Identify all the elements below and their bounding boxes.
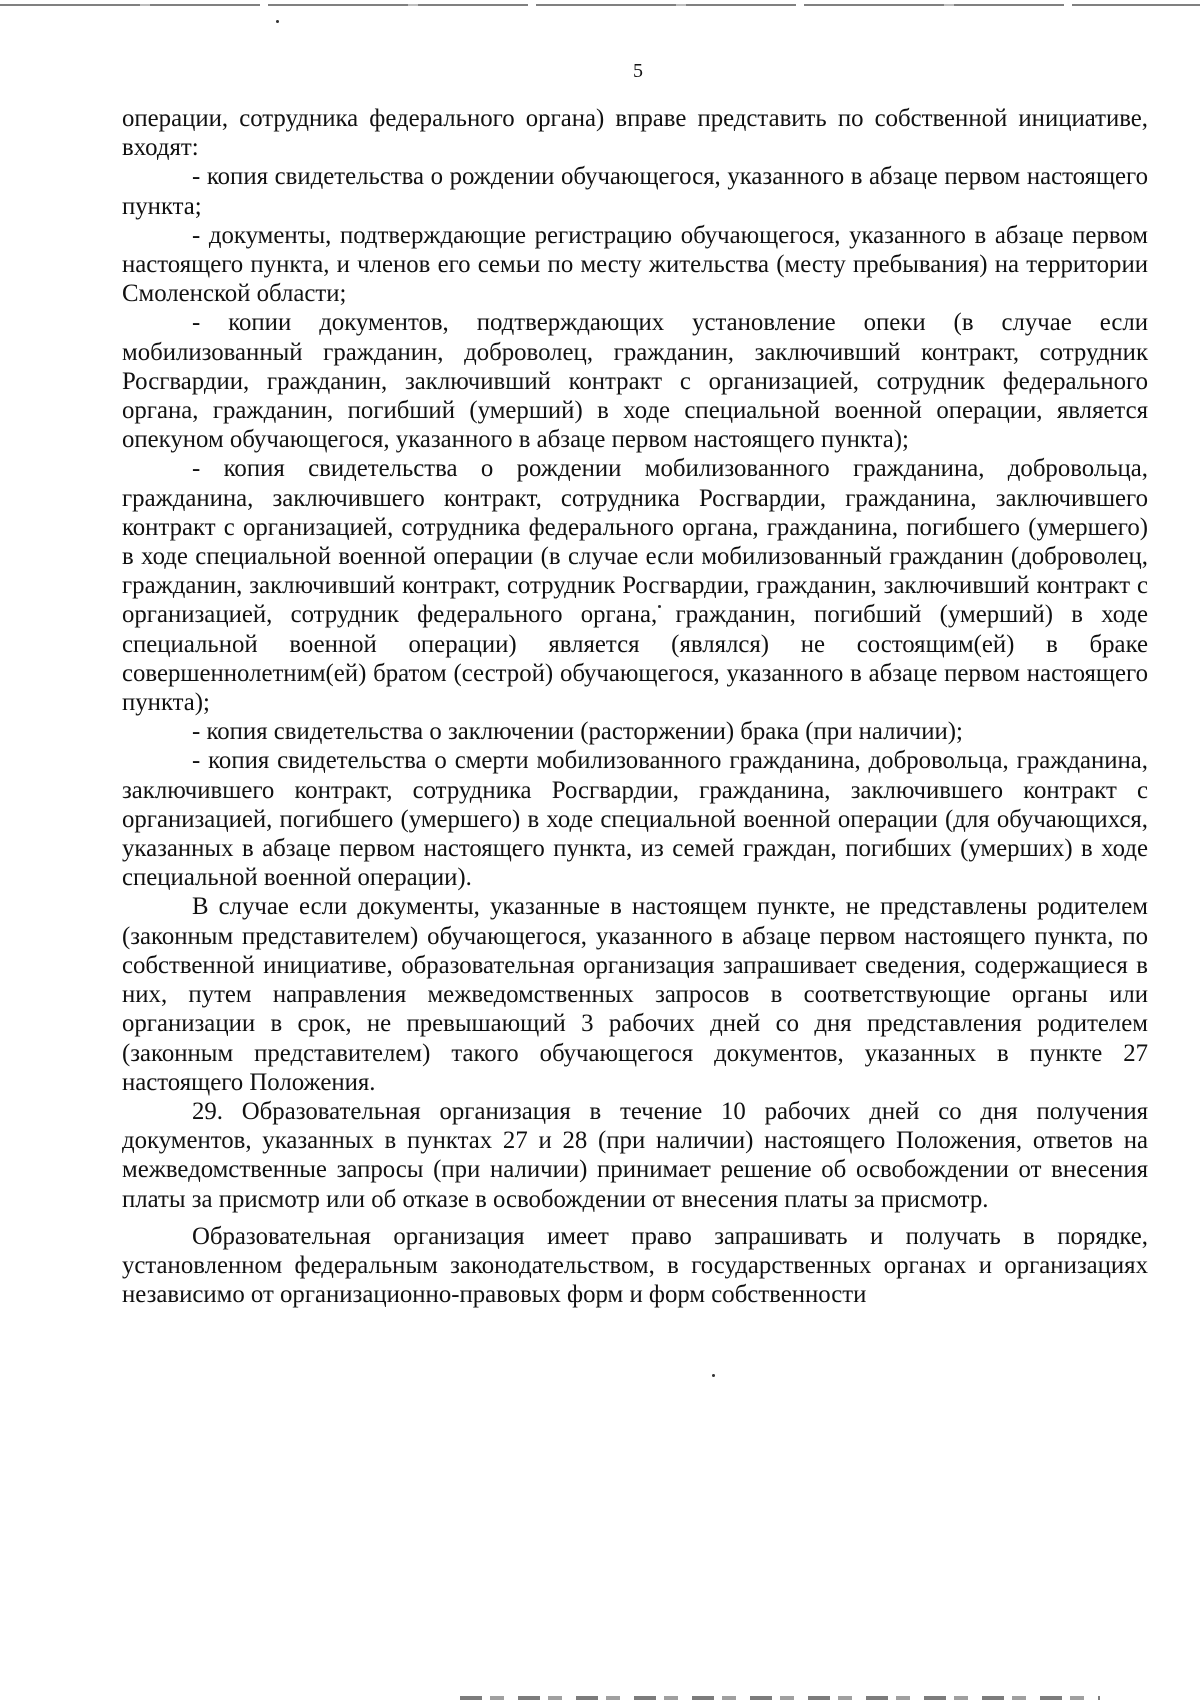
list-item-guardianship-documents: - копии документов, подтверждающих установление опеки (в случае если мобилизованный гражданин, доброволец, гражданин, заключивший контракт, сотрудник Росгвардии, гражданин, заключивший контракт с организацией, сотрудник федерального органа, гражданин, погибший (умерший) в ходе специальной военной операции, является опекуном обучающегося, указанного в абзаце первом настоящего пункта);	[122, 309, 1148, 454]
page-number: 5	[633, 60, 643, 82]
paragraph-clause-29: 29. Образовательная организация в течение 10 рабочих дней со дня получения документов, указанных в пунктах 27 и 28 (при наличии) настоящего Положения, ответов на межведомственные запросы (при наличии) принимает решение об освобождении от внесения платы за присмотр или об отказе в освобождении от внесения платы за присмотр.	[122, 1097, 1148, 1213]
scan-speck	[712, 1374, 715, 1377]
list-item-birth-certificate: - копия свидетельства о рождении обучающегося, указанного в абзаце первом настоящего пункта;	[122, 163, 1148, 220]
list-item-marriage-certificate: - копия свидетельства о заключении (расторжении) брака (при наличии);	[192, 718, 963, 746]
paragraph-organization-rights: Образовательная организация имеет право запрашивать и получать в порядке, установленном федеральным законодательством, в государственных органах и организациях независимо от организационно-правовых форм и форм собственности	[122, 1222, 1148, 1309]
scan-bottom-border	[460, 1696, 1100, 1700]
document-body	[122, 104, 1148, 1309]
paragraph-continuation: операции, сотрудника федерального органа) вправе представить по собственной инициативе, входят:	[122, 105, 1148, 162]
scan-top-border	[0, 4, 1200, 6]
scan-speck	[276, 20, 279, 23]
list-item-parent-birth-certificate: - копия свидетельства о рождении мобилизованного гражданина, добровольца, гражданина, заключившего контракт, сотрудника Росгвардии, гражданина, заключившего контракт с организацией, сотрудника федерального органа, гражданина, погибшего (умершего) в ходе специальной военной операции (в случае если мобилизованный гражданин (доброволец, гражданин, заключивший контракт, сотрудник Росгвардии, гражданин, заключивший контракт с организацией, сотрудник федерального органа, гражданин, погибший (умерший) в ходе специальной военной операции) является (являлся) не состоящим(ей) в браке совершеннолетним(ей) братом (сестрой) обучающегося, указанного в абзаце первом настоящего пункта);	[122, 455, 1148, 717]
list-item-death-certificate: - копия свидетельства о смерти мобилизованного гражданина, добровольца, гражданина, заключившего контракт, сотрудника Росгвардии, гражданина, заключившего контракт с организацией, погибшего (умершего) в ходе специальной военной операции (для обучающихся, указанных в абзаце первом настоящего пункта, из семей граждан, погибших (умерших) в ходе специальной военной операции).	[122, 747, 1148, 892]
list-item-registration-documents: - документы, подтверждающие регистрацию обучающегося, указанного в абзаце первом настоящего пункта, и членов его семьи по месту жительства (месту пребывания) на территории Смоленской области;	[122, 221, 1148, 308]
paragraph-interagency-requests: В случае если документы, указанные в настоящем пункте, не представлены родителем (законным представителем) обучающегося, указанного в абзаце первом настоящего пункта, по собственной инициативе, образовательная организация запрашивает сведения, содержащиеся в них, путем направления межведомственных запросов в соответствующие органы или организации в срок, не превышающий 3 рабочих дней со дня представления родителем (законным представителем) такого обучающегося документов, указанных в пункте 27 настоящего Положения.	[122, 893, 1148, 1096]
